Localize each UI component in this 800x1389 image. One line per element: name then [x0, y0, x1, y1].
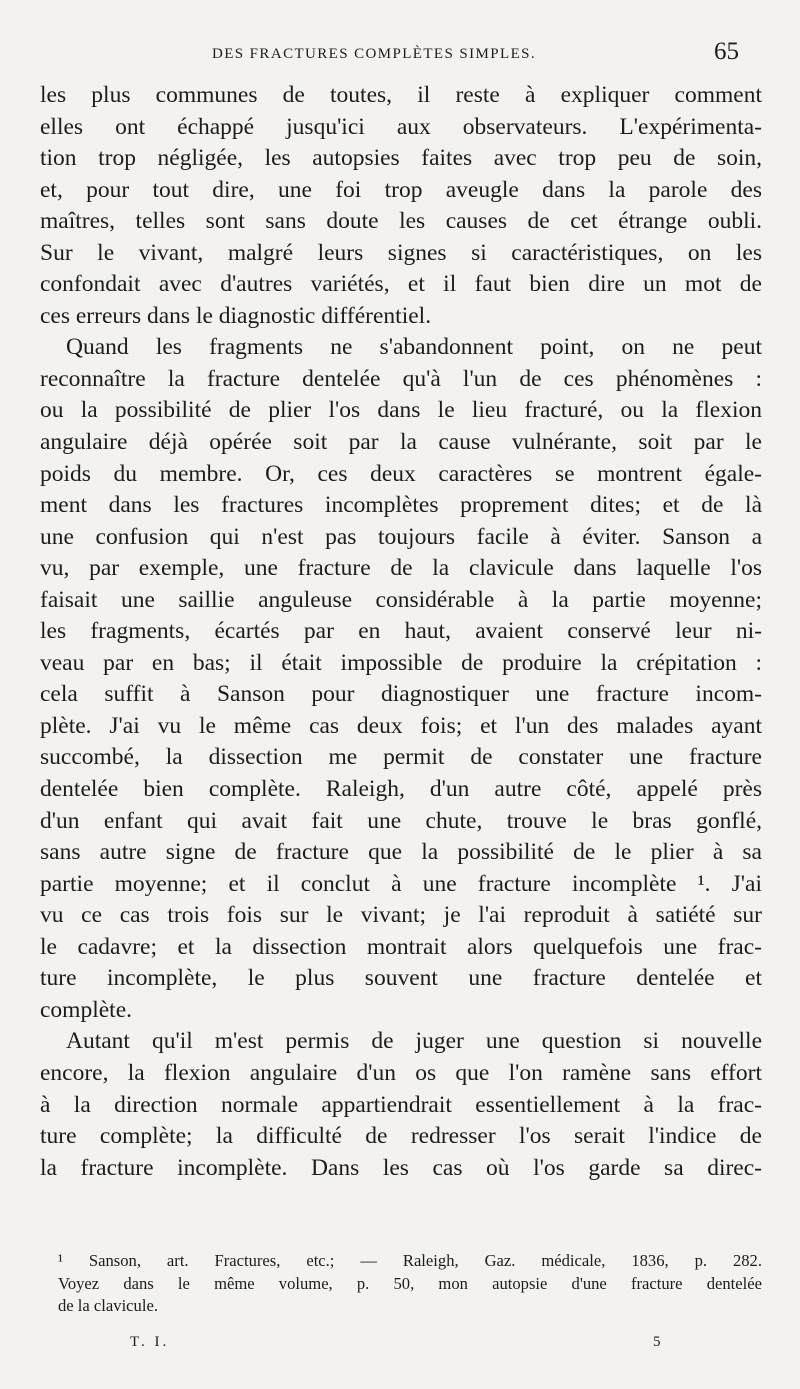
text-line: complète.: [40, 996, 133, 1023]
text-line: et, pour tout dire, une foi trop aveugle dans la parole des: [40, 176, 762, 203]
text-line: Quand les fragments ne s'abandonnent point, on ne peut: [66, 334, 762, 361]
running-head: [0, 38, 800, 68]
printer-signature: [0, 1334, 800, 1358]
text-line: plète. J'ai vu le même cas deux fois; et l'un des malades ayant: [40, 712, 762, 739]
text-line: les fragments, écartés par en haut, avaient conservé leur ni-: [40, 618, 762, 645]
text-line: la fracture incomplète. Dans les cas où l'os garde sa direc-: [40, 1154, 762, 1181]
text-line: Autant qu'il m'est permis de juger une question si nouvelle: [66, 1028, 762, 1055]
footnote: [58, 1250, 762, 1318]
paragraph: [40, 332, 762, 1026]
footnote-line: ¹ Sanson, art. Fractures, etc.; — Raleigh, Gaz. médicale, 1836, p. 282.: [58, 1251, 762, 1270]
text-line: reconnaître la fracture dentelée qu'à l'un de ces phénomènes :: [40, 365, 762, 392]
text-line: cela suffit à Sanson pour diagnostiquer une fracture incom-: [40, 681, 762, 708]
paragraph: [40, 1026, 762, 1184]
text-line: vu ce cas trois fois sur le vivant; je l'ai reproduit à satiété sur: [40, 902, 762, 929]
text-line: confondait avec d'autres variétés, et il faut bien dire un mot de: [40, 271, 762, 298]
footnote-line: Voyez dans le même volume, p. 50, mon autopsie d'une fracture dentelée: [58, 1273, 762, 1293]
running-title: DES FRACTURES COMPLÈTES SIMPLES.: [212, 46, 537, 62]
footnote-line: de la clavicule.: [58, 1296, 158, 1315]
text-line: Sur le vivant, malgré leurs signes si caractéristiques, on les: [40, 239, 762, 266]
text-line: sans autre signe de fracture que la possibilité de le plier à sa: [40, 839, 762, 866]
text-line: maîtres, telles sont sans doute les causes de cet étrange oubli.: [40, 208, 762, 235]
text-line: succombé, la dissection me permit de constater une fracture: [40, 744, 762, 771]
text-line: les plus communes de toutes, il reste à expliquer comment: [40, 82, 762, 108]
text-line: tion trop négligée, les autopsies faites avec trop peu de soin,: [40, 145, 762, 172]
text-line: ces erreurs dans le diagnostic différentiel.: [40, 302, 432, 329]
paragraph: [40, 80, 762, 332]
text-line: elles ont échappé jusqu'ici aux observateurs. L'expérimenta-: [40, 113, 762, 140]
text-line: ture incomplète, le plus souvent une fracture dentelée et: [40, 965, 762, 992]
text-line: angulaire déjà opérée soit par la cause vulnérante, soit par le: [40, 429, 762, 456]
text-line: encore, la flexion angulaire d'un os que l'on ramène sans effort: [40, 1059, 762, 1086]
text-line: ment dans les fractures incomplètes proprement dites; et de là: [40, 492, 762, 519]
text-line: vu, par exemple, une fracture de la clavicule dans laquelle l'os: [40, 555, 762, 582]
text-line: ture complète; la difficulté de redresser l'os serait l'indice de: [40, 1123, 762, 1150]
gathering-mark: 5: [653, 1334, 661, 1350]
text-line: partie moyenne; et il conclut à une fracture incomplète ¹. J'ai: [40, 870, 762, 897]
volume-mark: T. I.: [130, 1334, 170, 1350]
text-line: faisait une saillie anguleuse considérable à la partie moyenne;: [40, 586, 762, 613]
body-text: [40, 80, 762, 1184]
text-line: dentelée bien complète. Raleigh, d'un autre côté, appelé près: [40, 776, 762, 803]
text-line: veau par en bas; il était impossible de produire la crépitation :: [40, 649, 762, 676]
text-line: une confusion qui n'est pas toujours facile à éviter. Sanson a: [40, 523, 762, 550]
page-number: 65: [714, 38, 739, 65]
text-line: ou la possibilité de plier l'os dans le lieu fracturé, ou la flexion: [40, 397, 762, 424]
text-line: d'un enfant qui avait fait une chute, trouve le bras gonflé,: [40, 807, 762, 834]
text-line: le cadavre; et la dissection montrait alors quelquefois une frac-: [40, 933, 762, 960]
text-line: poids du membre. Or, ces deux caractères se montrent égale-: [40, 460, 762, 487]
text-line: à la direction normale appartiendrait essentiellement à la frac-: [40, 1091, 762, 1118]
